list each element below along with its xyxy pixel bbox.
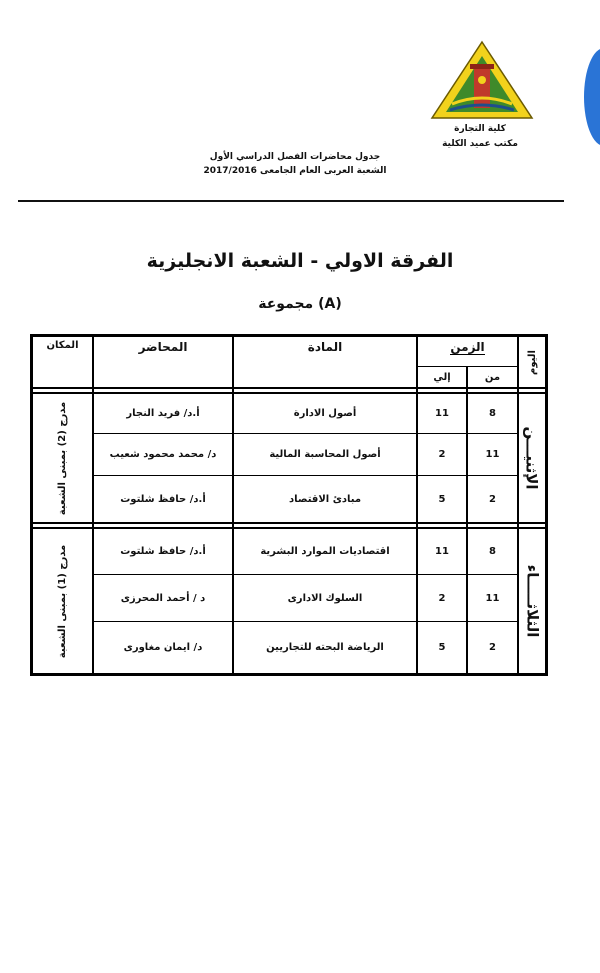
schedule-table bbox=[30, 334, 548, 676]
row-subject: مبادئ الاقتصاد bbox=[288, 493, 362, 505]
header-to: إلي bbox=[433, 371, 451, 383]
header-time: الزمن bbox=[450, 340, 485, 354]
row-to: 2 bbox=[438, 449, 446, 460]
row-lecturer: د/ ايمان مغاورى bbox=[123, 642, 203, 653]
row-from: 11 bbox=[485, 592, 500, 604]
header-subject: المادة bbox=[307, 340, 343, 354]
side-tab[interactable] bbox=[584, 48, 600, 146]
row-from: 2 bbox=[489, 642, 496, 653]
row-from: 8 bbox=[489, 408, 496, 419]
header-divider bbox=[18, 200, 564, 202]
place-tuesday: مدرج (1) بمبنى الشعبة bbox=[56, 544, 68, 658]
page-title: الفرقة الاولي - الشعبة الانجليزية bbox=[146, 250, 454, 272]
row-to: 5 bbox=[438, 642, 446, 653]
header-lecturer: المحاضر bbox=[138, 340, 188, 354]
row-to: 2 bbox=[438, 592, 446, 604]
day-monday: الإثنيـــن bbox=[522, 426, 541, 490]
row-subject: اقتصاديات الموارد البشرية bbox=[260, 546, 390, 557]
office-name: مكتب عميد الكلية bbox=[442, 139, 518, 149]
row-lecturer: أ.د/ فريد النجار bbox=[126, 408, 200, 419]
row-lecturer: أ.د/ حافظ شلتوت bbox=[120, 546, 206, 557]
header-from: من bbox=[484, 371, 501, 383]
row-subject: أصول الادارة bbox=[293, 408, 357, 419]
row-subject: الرياضة البحته للتجاريين bbox=[266, 642, 384, 653]
day-tuesday: الثلاثـــــاء bbox=[522, 564, 541, 638]
place-monday: مدرج (2) بمبنى الشعبة bbox=[56, 401, 68, 515]
row-to: 11 bbox=[435, 546, 449, 557]
schedule-line-2: الشعبة العربى العام الجامعى 2017/2016 bbox=[203, 166, 387, 176]
row-from: 8 bbox=[489, 546, 496, 557]
row-subject: أصول المحاسبة المالية bbox=[269, 449, 381, 460]
row-from: 2 bbox=[489, 493, 496, 505]
row-from: 11 bbox=[485, 449, 500, 460]
faculty-logo-icon bbox=[430, 40, 534, 122]
faculty-name: كلية التجارة bbox=[454, 124, 506, 134]
schedule-line-1: جدول محاضرات الفصل الدراسي الأول bbox=[209, 152, 381, 162]
row-subject: السلوك الادارى bbox=[287, 592, 363, 604]
row-to: 11 bbox=[435, 408, 449, 419]
row-to: 5 bbox=[438, 493, 446, 505]
schedule-heading bbox=[160, 150, 430, 178]
header-place: المكان bbox=[46, 340, 79, 351]
row-lecturer: أ.د/ حافظ شلتوت bbox=[120, 493, 206, 505]
row-lecturer: د/ محمد محمود شعيب bbox=[109, 449, 217, 460]
group-title: مجموعة (A) bbox=[258, 296, 342, 312]
faculty-block bbox=[420, 122, 540, 152]
row-lecturer: د / أحمد المحرزى bbox=[120, 592, 206, 604]
header-day: اليوم bbox=[526, 349, 538, 375]
